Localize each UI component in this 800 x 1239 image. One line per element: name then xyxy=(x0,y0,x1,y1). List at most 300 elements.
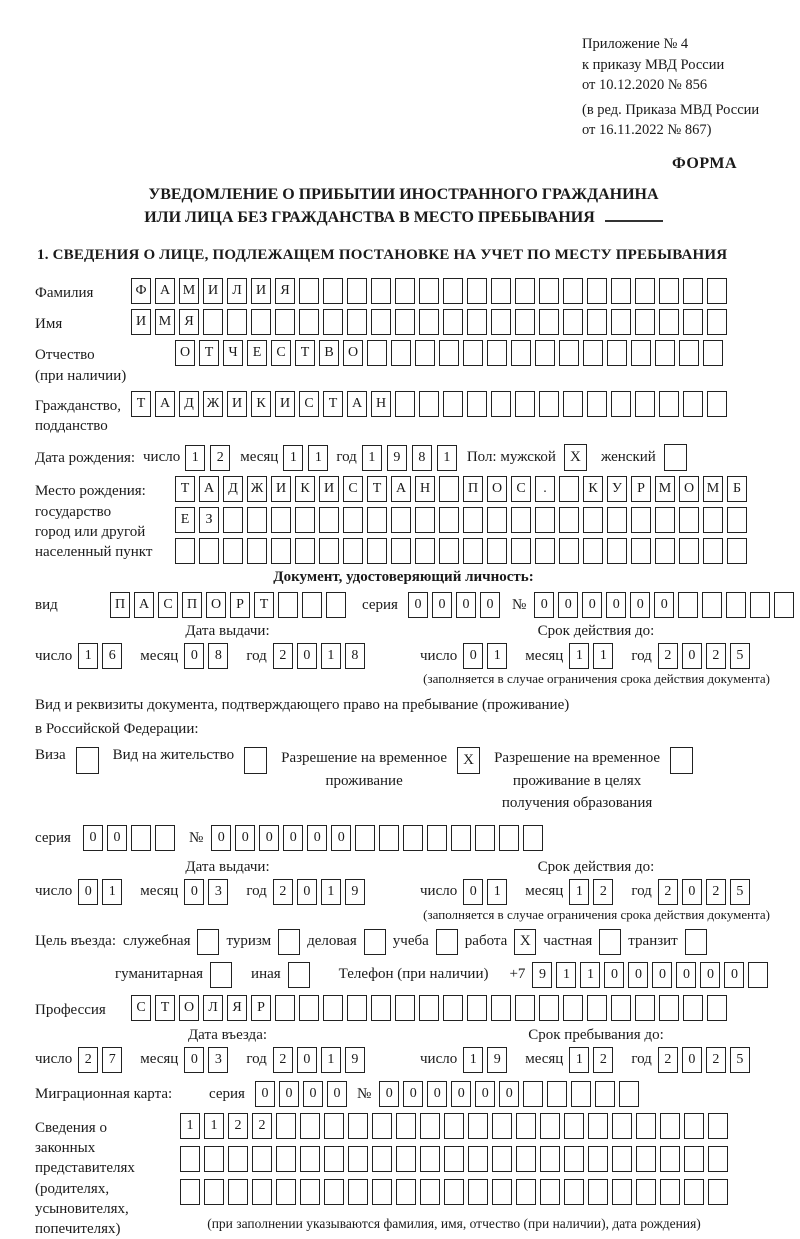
char-box[interactable] xyxy=(371,278,391,304)
char-box[interactable]: 0 xyxy=(297,879,317,905)
char-box[interactable] xyxy=(223,538,243,564)
char-box[interactable] xyxy=(587,278,607,304)
char-box[interactable] xyxy=(468,1179,488,1205)
char-box[interactable] xyxy=(611,995,631,1021)
char-box[interactable] xyxy=(619,1081,639,1107)
char-box[interactable]: 1 xyxy=(593,643,613,669)
char-box[interactable]: Т xyxy=(254,592,274,618)
birthplace-line3-input[interactable] xyxy=(175,538,747,564)
char-box[interactable]: 0 xyxy=(297,643,317,669)
char-box[interactable]: 0 xyxy=(582,592,602,618)
char-box[interactable]: 1 xyxy=(463,1047,483,1073)
char-box[interactable] xyxy=(367,340,387,366)
char-box[interactable]: П xyxy=(463,476,483,502)
char-box[interactable] xyxy=(563,391,583,417)
char-box[interactable] xyxy=(516,1179,536,1205)
identity-series-input[interactable] xyxy=(408,592,500,618)
char-box[interactable] xyxy=(444,1146,464,1172)
char-box[interactable] xyxy=(419,278,439,304)
stay-year-input[interactable] xyxy=(658,1047,750,1073)
char-box[interactable] xyxy=(726,592,746,618)
char-box[interactable]: С xyxy=(271,340,291,366)
char-box[interactable] xyxy=(595,1081,615,1107)
char-box[interactable] xyxy=(302,592,322,618)
char-box[interactable] xyxy=(660,1146,680,1172)
char-box[interactable] xyxy=(727,538,747,564)
char-box[interactable] xyxy=(444,1113,464,1139)
purpose-official-checkbox[interactable] xyxy=(197,929,219,955)
char-box[interactable] xyxy=(204,1146,224,1172)
char-box[interactable] xyxy=(607,340,627,366)
char-box[interactable] xyxy=(707,391,727,417)
char-box[interactable] xyxy=(323,995,343,1021)
char-box[interactable]: Т xyxy=(175,476,195,502)
char-box[interactable] xyxy=(612,1179,632,1205)
char-box[interactable]: Я xyxy=(179,309,199,335)
char-box[interactable]: О xyxy=(487,476,507,502)
char-box[interactable] xyxy=(347,278,367,304)
sex-male-checkbox[interactable]: X xyxy=(564,444,587,471)
char-box[interactable]: С xyxy=(343,476,363,502)
char-box[interactable] xyxy=(395,391,415,417)
char-box[interactable] xyxy=(403,825,423,851)
char-box[interactable] xyxy=(707,278,727,304)
char-box[interactable] xyxy=(702,592,722,618)
identity-issue-day-input[interactable] xyxy=(78,643,122,669)
char-box[interactable]: 3 xyxy=(208,879,228,905)
char-box[interactable]: 2 xyxy=(658,643,678,669)
char-box[interactable] xyxy=(492,1146,512,1172)
char-box[interactable]: 0 xyxy=(307,825,327,851)
char-box[interactable]: 0 xyxy=(283,825,303,851)
char-box[interactable]: Т xyxy=(323,391,343,417)
stay-day-input[interactable] xyxy=(463,1047,507,1073)
char-box[interactable]: 1 xyxy=(78,643,98,669)
identity-issue-year-input[interactable] xyxy=(273,643,365,669)
permit-expiry-day-input[interactable] xyxy=(463,879,507,905)
char-box[interactable] xyxy=(468,1146,488,1172)
char-box[interactable]: 8 xyxy=(208,643,228,669)
birth-year-input[interactable] xyxy=(362,445,457,471)
char-box[interactable] xyxy=(774,592,794,618)
char-box[interactable] xyxy=(439,538,459,564)
char-box[interactable] xyxy=(535,538,555,564)
char-box[interactable]: И xyxy=(275,391,295,417)
char-box[interactable]: 8 xyxy=(345,643,365,669)
char-box[interactable]: П xyxy=(182,592,202,618)
char-box[interactable]: С xyxy=(299,391,319,417)
char-box[interactable]: 0 xyxy=(456,592,476,618)
char-box[interactable] xyxy=(475,825,495,851)
char-box[interactable] xyxy=(607,538,627,564)
identity-number-input[interactable] xyxy=(534,592,794,618)
char-box[interactable]: 8 xyxy=(412,445,432,471)
char-box[interactable]: Р xyxy=(230,592,250,618)
char-box[interactable] xyxy=(631,538,651,564)
char-box[interactable] xyxy=(180,1146,200,1172)
char-box[interactable] xyxy=(612,1113,632,1139)
char-box[interactable]: 0 xyxy=(259,825,279,851)
char-box[interactable] xyxy=(396,1146,416,1172)
char-box[interactable] xyxy=(660,1113,680,1139)
char-box[interactable]: Ж xyxy=(203,391,223,417)
char-box[interactable]: Д xyxy=(179,391,199,417)
char-box[interactable] xyxy=(655,538,675,564)
char-box[interactable] xyxy=(611,391,631,417)
birthplace-line1-input[interactable] xyxy=(175,476,747,502)
char-box[interactable] xyxy=(491,391,511,417)
char-box[interactable]: 1 xyxy=(487,643,507,669)
char-box[interactable]: 0 xyxy=(499,1081,519,1107)
char-box[interactable] xyxy=(539,278,559,304)
char-box[interactable] xyxy=(636,1113,656,1139)
char-box[interactable]: С xyxy=(511,476,531,502)
char-box[interactable] xyxy=(655,507,675,533)
char-box[interactable]: М xyxy=(155,309,175,335)
char-box[interactable] xyxy=(515,391,535,417)
char-box[interactable] xyxy=(467,391,487,417)
char-box[interactable]: К xyxy=(583,476,603,502)
char-box[interactable] xyxy=(535,507,555,533)
char-box[interactable] xyxy=(487,340,507,366)
char-box[interactable]: 0 xyxy=(235,825,255,851)
char-box[interactable] xyxy=(420,1179,440,1205)
char-box[interactable] xyxy=(180,1179,200,1205)
char-box[interactable]: 3 xyxy=(208,1047,228,1073)
char-box[interactable]: Б xyxy=(727,476,747,502)
char-box[interactable] xyxy=(588,1179,608,1205)
char-box[interactable] xyxy=(323,309,343,335)
char-box[interactable] xyxy=(523,1081,543,1107)
char-box[interactable] xyxy=(444,1179,464,1205)
char-box[interactable] xyxy=(683,995,703,1021)
char-box[interactable] xyxy=(708,1146,728,1172)
char-box[interactable] xyxy=(631,340,651,366)
char-box[interactable]: Е xyxy=(247,340,267,366)
char-box[interactable] xyxy=(559,538,579,564)
char-box[interactable] xyxy=(348,1146,368,1172)
char-box[interactable]: 0 xyxy=(297,1047,317,1073)
char-box[interactable] xyxy=(684,1146,704,1172)
char-box[interactable] xyxy=(635,995,655,1021)
char-box[interactable]: 1 xyxy=(204,1113,224,1139)
char-box[interactable] xyxy=(612,1146,632,1172)
char-box[interactable] xyxy=(348,1179,368,1205)
char-box[interactable]: 0 xyxy=(83,825,103,851)
migration-series-input[interactable] xyxy=(255,1081,347,1107)
char-box[interactable] xyxy=(678,592,698,618)
representatives-line3-input[interactable] xyxy=(180,1179,728,1205)
char-box[interactable]: 2 xyxy=(273,643,293,669)
char-box[interactable]: 0 xyxy=(184,879,204,905)
char-box[interactable]: 2 xyxy=(658,879,678,905)
char-box[interactable] xyxy=(395,995,415,1021)
char-box[interactable] xyxy=(587,309,607,335)
char-box[interactable] xyxy=(247,538,267,564)
char-box[interactable] xyxy=(227,309,247,335)
char-box[interactable] xyxy=(535,340,555,366)
char-box[interactable]: И xyxy=(227,391,247,417)
char-box[interactable] xyxy=(223,507,243,533)
birth-month-input[interactable] xyxy=(283,445,328,471)
char-box[interactable] xyxy=(347,995,367,1021)
char-box[interactable]: Т xyxy=(155,995,175,1021)
char-box[interactable] xyxy=(571,1081,591,1107)
char-box[interactable]: 0 xyxy=(211,825,231,851)
char-box[interactable]: 2 xyxy=(210,445,230,471)
char-box[interactable]: 7 xyxy=(102,1047,122,1073)
char-box[interactable]: Т xyxy=(295,340,315,366)
char-box[interactable]: 0 xyxy=(432,592,452,618)
char-box[interactable]: 0 xyxy=(303,1081,323,1107)
char-box[interactable]: О xyxy=(175,340,195,366)
stay-month-input[interactable] xyxy=(569,1047,613,1073)
char-box[interactable] xyxy=(727,507,747,533)
char-box[interactable] xyxy=(372,1146,392,1172)
char-box[interactable] xyxy=(660,1179,680,1205)
char-box[interactable]: . xyxy=(535,476,555,502)
char-box[interactable] xyxy=(299,309,319,335)
char-box[interactable] xyxy=(587,391,607,417)
char-box[interactable] xyxy=(395,278,415,304)
char-box[interactable]: Н xyxy=(371,391,391,417)
char-box[interactable]: Я xyxy=(227,995,247,1021)
char-box[interactable]: О xyxy=(179,995,199,1021)
char-box[interactable]: 0 xyxy=(184,1047,204,1073)
char-box[interactable]: 0 xyxy=(630,592,650,618)
char-box[interactable]: А xyxy=(155,391,175,417)
char-box[interactable]: А xyxy=(134,592,154,618)
char-box[interactable]: 0 xyxy=(534,592,554,618)
char-box[interactable] xyxy=(515,309,535,335)
temp-residence-checkbox[interactable]: X xyxy=(457,747,480,774)
char-box[interactable]: 0 xyxy=(606,592,626,618)
char-box[interactable]: 0 xyxy=(408,592,428,618)
char-box[interactable] xyxy=(319,507,339,533)
char-box[interactable]: 0 xyxy=(451,1081,471,1107)
char-box[interactable]: 2 xyxy=(706,879,726,905)
char-box[interactable] xyxy=(487,538,507,564)
char-box[interactable] xyxy=(439,340,459,366)
surname-input[interactable] xyxy=(131,278,727,304)
citizenship-input[interactable] xyxy=(131,391,727,417)
char-box[interactable]: 0 xyxy=(427,1081,447,1107)
char-box[interactable]: 0 xyxy=(78,879,98,905)
char-box[interactable]: 0 xyxy=(107,825,127,851)
char-box[interactable]: М xyxy=(703,476,723,502)
char-box[interactable] xyxy=(636,1179,656,1205)
char-box[interactable] xyxy=(367,538,387,564)
char-box[interactable] xyxy=(443,278,463,304)
identity-issue-month-input[interactable] xyxy=(184,643,228,669)
char-box[interactable] xyxy=(564,1179,584,1205)
char-box[interactable] xyxy=(684,1179,704,1205)
patronymic-input[interactable] xyxy=(175,340,723,366)
char-box[interactable] xyxy=(391,538,411,564)
purpose-transit-checkbox[interactable] xyxy=(685,929,707,955)
representatives-line1-input[interactable] xyxy=(180,1113,728,1139)
char-box[interactable] xyxy=(203,309,223,335)
char-box[interactable] xyxy=(563,995,583,1021)
char-box[interactable] xyxy=(463,538,483,564)
purpose-work-checkbox[interactable]: X xyxy=(514,929,536,955)
char-box[interactable] xyxy=(611,278,631,304)
char-box[interactable] xyxy=(372,1179,392,1205)
char-box[interactable] xyxy=(343,538,363,564)
char-box[interactable] xyxy=(492,1179,512,1205)
char-box[interactable]: Ж xyxy=(247,476,267,502)
char-box[interactable]: 1 xyxy=(102,879,122,905)
char-box[interactable]: 0 xyxy=(654,592,674,618)
char-box[interactable]: 2 xyxy=(658,1047,678,1073)
char-box[interactable]: 1 xyxy=(569,1047,589,1073)
char-box[interactable] xyxy=(679,340,699,366)
permit-issue-day-input[interactable] xyxy=(78,879,122,905)
char-box[interactable] xyxy=(587,995,607,1021)
char-box[interactable]: 9 xyxy=(532,962,552,988)
char-box[interactable] xyxy=(659,278,679,304)
char-box[interactable]: 0 xyxy=(463,643,483,669)
char-box[interactable] xyxy=(155,825,175,851)
purpose-humanitarian-checkbox[interactable] xyxy=(210,962,232,988)
entry-day-input[interactable] xyxy=(78,1047,122,1073)
char-box[interactable] xyxy=(415,507,435,533)
char-box[interactable]: 1 xyxy=(580,962,600,988)
char-box[interactable] xyxy=(419,995,439,1021)
char-box[interactable] xyxy=(679,538,699,564)
char-box[interactable] xyxy=(299,995,319,1021)
char-box[interactable] xyxy=(707,309,727,335)
char-box[interactable] xyxy=(635,391,655,417)
char-box[interactable]: 1 xyxy=(321,879,341,905)
char-box[interactable]: 0 xyxy=(279,1081,299,1107)
char-box[interactable] xyxy=(295,538,315,564)
profession-input[interactable] xyxy=(131,995,727,1021)
permit-issue-year-input[interactable] xyxy=(273,879,365,905)
char-box[interactable]: 2 xyxy=(252,1113,272,1139)
char-box[interactable]: 0 xyxy=(463,879,483,905)
char-box[interactable]: 0 xyxy=(255,1081,275,1107)
char-box[interactable] xyxy=(516,1113,536,1139)
char-box[interactable]: Д xyxy=(223,476,243,502)
char-box[interactable] xyxy=(511,507,531,533)
identity-expiry-month-input[interactable] xyxy=(569,643,613,669)
char-box[interactable]: Р xyxy=(631,476,651,502)
char-box[interactable] xyxy=(228,1179,248,1205)
char-box[interactable] xyxy=(175,538,195,564)
char-box[interactable] xyxy=(607,507,627,533)
char-box[interactable] xyxy=(300,1113,320,1139)
char-box[interactable]: 0 xyxy=(379,1081,399,1107)
char-box[interactable] xyxy=(583,340,603,366)
char-box[interactable]: И xyxy=(271,476,291,502)
char-box[interactable] xyxy=(251,309,271,335)
char-box[interactable] xyxy=(204,1179,224,1205)
char-box[interactable] xyxy=(271,538,291,564)
char-box[interactable] xyxy=(540,1113,560,1139)
char-box[interactable]: 0 xyxy=(652,962,672,988)
char-box[interactable]: 5 xyxy=(730,879,750,905)
char-box[interactable]: 1 xyxy=(556,962,576,988)
char-box[interactable] xyxy=(516,1146,536,1172)
char-box[interactable]: 0 xyxy=(682,1047,702,1073)
char-box[interactable] xyxy=(271,507,291,533)
permit-series-input[interactable] xyxy=(83,825,175,851)
char-box[interactable] xyxy=(252,1146,272,1172)
char-box[interactable]: 0 xyxy=(480,592,500,618)
migration-number-input[interactable] xyxy=(379,1081,639,1107)
char-box[interactable] xyxy=(324,1179,344,1205)
char-box[interactable] xyxy=(563,309,583,335)
char-box[interactable] xyxy=(467,995,487,1021)
char-box[interactable]: 2 xyxy=(593,879,613,905)
char-box[interactable] xyxy=(439,476,459,502)
char-box[interactable]: 2 xyxy=(706,1047,726,1073)
char-box[interactable]: 2 xyxy=(228,1113,248,1139)
char-box[interactable]: Ф xyxy=(131,278,151,304)
char-box[interactable]: 1 xyxy=(321,1047,341,1073)
char-box[interactable] xyxy=(468,1113,488,1139)
char-box[interactable] xyxy=(564,1146,584,1172)
identity-vid-input[interactable] xyxy=(110,592,346,618)
char-box[interactable] xyxy=(367,507,387,533)
char-box[interactable]: Р xyxy=(251,995,271,1021)
char-box[interactable] xyxy=(348,1113,368,1139)
permit-expiry-month-input[interactable] xyxy=(569,879,613,905)
char-box[interactable]: 1 xyxy=(321,643,341,669)
char-box[interactable] xyxy=(655,340,675,366)
char-box[interactable]: 1 xyxy=(569,879,589,905)
char-box[interactable] xyxy=(199,538,219,564)
char-box[interactable]: 1 xyxy=(569,643,589,669)
char-box[interactable] xyxy=(611,309,631,335)
birthplace-line2-input[interactable] xyxy=(175,507,747,533)
char-box[interactable] xyxy=(583,507,603,533)
char-box[interactable] xyxy=(443,309,463,335)
char-box[interactable]: И xyxy=(131,309,151,335)
char-box[interactable] xyxy=(659,391,679,417)
char-box[interactable]: И xyxy=(319,476,339,502)
char-box[interactable] xyxy=(684,1113,704,1139)
char-box[interactable] xyxy=(131,825,151,851)
char-box[interactable] xyxy=(275,309,295,335)
char-box[interactable] xyxy=(451,825,471,851)
char-box[interactable]: П xyxy=(110,592,130,618)
visa-checkbox[interactable] xyxy=(76,747,99,774)
char-box[interactable] xyxy=(420,1146,440,1172)
char-box[interactable] xyxy=(540,1179,560,1205)
char-box[interactable] xyxy=(323,278,343,304)
residence-permit-checkbox[interactable] xyxy=(244,747,267,774)
char-box[interactable]: А xyxy=(155,278,175,304)
char-box[interactable] xyxy=(547,1081,567,1107)
char-box[interactable] xyxy=(539,391,559,417)
char-box[interactable]: О xyxy=(206,592,226,618)
identity-expiry-year-input[interactable] xyxy=(658,643,750,669)
char-box[interactable]: А xyxy=(199,476,219,502)
char-box[interactable] xyxy=(559,507,579,533)
char-box[interactable]: М xyxy=(179,278,199,304)
char-box[interactable]: 0 xyxy=(700,962,720,988)
char-box[interactable]: 1 xyxy=(308,445,328,471)
char-box[interactable] xyxy=(511,538,531,564)
entry-month-input[interactable] xyxy=(184,1047,228,1073)
char-box[interactable]: И xyxy=(251,278,271,304)
char-box[interactable]: 9 xyxy=(387,445,407,471)
char-box[interactable] xyxy=(463,340,483,366)
temp-residence-edu-checkbox[interactable] xyxy=(670,747,693,774)
char-box[interactable] xyxy=(443,995,463,1021)
